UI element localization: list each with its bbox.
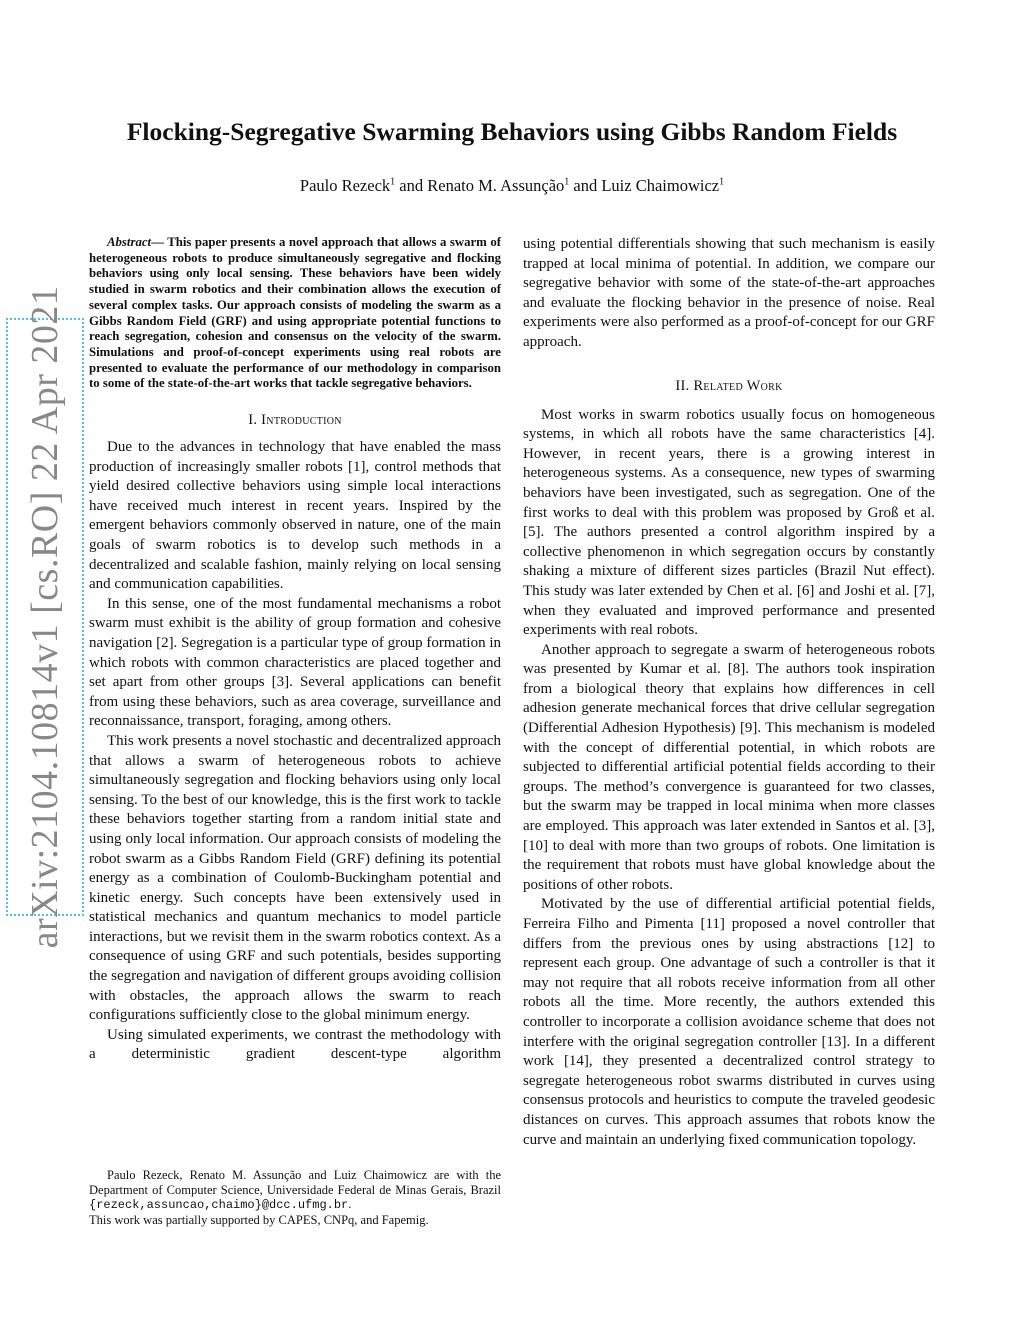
- paragraph: This work presents a novel stochastic and decentralized approach that allows a swarm of heterogeneous robots to achieve simultaneously segregation and flocking behaviors using only local sensing. To the best of our knowledge, this is the first work to tackle these behaviors together starting from a random initial state and using only local information. Our approach consists of modeling the robot swarm as a Gibbs Random Field (GRF) defining its potential energy as a combination of Coulomb-Buckingham potential and kinetic energy. Such concepts have been extensively used in statistical mechanics and quantum mechanics to model particle interactions, but we revisit them in the swarm robotics context. As a consequence of using GRF and such potentials, besides supporting the segregation and navigation of different groups avoiding collision with obstacles, the approach allows the swarm to reach configurations sufficiently close to the global minimum energy.: [89, 732, 501, 1024]
- author-list: [0, 176, 1024, 196]
- section-heading-introduction: I. Introduction: [248, 412, 342, 429]
- abstract-dash: —: [151, 235, 168, 249]
- affiliation-mark: 1: [390, 176, 396, 188]
- footnote-affiliation-text: Paulo Rezeck, Renato M. Assunção and Luiz Chaimowicz are with the Department of Computer Science, Universidade Federal de Minas Gerais, Brazil: [89, 1168, 501, 1197]
- author-name: Renato M. Assunção: [427, 176, 565, 195]
- abstract-text: This paper presents a novel approach that allows a swarm of heterogeneous robots to produce simultaneously segregative and flocking behaviors using only local sensing. These behaviors have been widely studied in swarm robotics and their combination allows the execution of several complex tasks. Our approach consists of modeling the swarm as a Gibbs Random Field (GRF) and using appropriate potential functions to reach segregation, cohesion and consensus on the velocity of the swarm. Simulations and proof-of-concept experiments using real robots are presented to evaluate the performance of our methodology in comparison to some of the state-of-the-art works that tackle segregative behaviors.: [89, 235, 501, 391]
- left-column: [89, 235, 501, 1065]
- right-column: [523, 235, 935, 1150]
- footnote-funding: This work was partially supported by CAPES, CNPq, and Fapemig.: [89, 1213, 429, 1228]
- footnote-period: .: [348, 1197, 352, 1212]
- abstract-label: Abstract: [107, 235, 152, 249]
- section-heading-related-work: II. Related Work: [675, 377, 783, 394]
- paragraph: Another approach to segregate a swarm of heterogeneous robots was presented by Kumar et al. [8]. The authors took inspiration from a biological theory that explains how differences in cell adhesion generate mechanical forces that drive cellular segregation (Differential Adhesion Hypothesis) [9]. This mechanism is modeled with the concept of differential potential, in which robots are subjected to differential artificial potential fields according to their groups. The method’s convergence is guaranteed for two classes, but the swarm may be trapped in local minima when more classes are employed. This approach was later extended in Santos et al. [3], [10] to deal with more than two groups of robots. One limitation is the requirement that robots must have global knowledge about the positions of other robots.: [523, 641, 935, 893]
- affiliation-mark: 1: [719, 176, 725, 188]
- paragraph-continued: using potential differentials showing that such mechanism is easily trapped at local minima of potential. In addition, we compare our segregative behavior with some of the state-of-the-art approaches and evaluate the flocking behavior in the presence of noise. Real experiments were also performed as a proof-of-concept for our GRF approach.: [523, 236, 935, 350]
- author-name: Paulo Rezeck: [299, 176, 391, 195]
- footnote-affiliation: [89, 1168, 501, 1213]
- abstract: [89, 235, 501, 392]
- paragraph: In this sense, one of the most fundamental mechanisms a robot swarm must exhibit is the ability of group formation and cohesive navigation [2]. Segregation is a particular type of group formation in which robots with common characteristics are placed together and set apart from other groups [3]. Several applications can benefit from using these behaviors, such as area coverage, surveillance and reconnaissance, transport, foraging, among others.: [89, 595, 501, 730]
- author-name: Luiz Chaimowicz: [601, 176, 720, 195]
- paragraph: Motivated by the use of differential artificial potential fields, Ferreira Filho and Pimenta [11] proposed a novel controller that differs from the previous ones by using abstractions [12] to represent each group. One advantage of such a controller is that it may not require that all robots receive information from all other robots all the time. More recently, the authors extended this controller to incorporate a collision avoidance scheme that does not interfere with the original segregation controller [13]. In a different work [14], they presented a decentralized control strategy to segregate heterogeneous robot swarms distributed in curves using consensus protocols and heuristics to compute the traveled geodesic distances on curves. This approach assumes that robots know the curve and maintain an underlying fixed communication topology.: [523, 896, 935, 1148]
- paper-title: Flocking-Segregative Swarming Behaviors using Gibbs Random Fields: [126, 117, 898, 146]
- arxiv-watermark: [6, 285, 84, 949]
- paragraph: Most works in swarm robotics usually focus on homogeneous systems, in which all robots have the same characteristics [4]. However, in recent years, there is a growing interest in heterogeneous systems. As a consequence, new types of swarming behaviors have been investigated, such as segregation. One of the first works to deal with this problem was proposed by Groß et al. [5]. The authors presented a control algorithm inspired by a collective phenomenon in which segregation occurs by constantly shaking a mixture of different sizes particles (Brazil Nut effect). This study was later extended by Chen et al. [6] and Joshi et al. [7], when they evaluated and improved performance and presented experiments with real robots.: [523, 406, 935, 639]
- paragraph: Due to the advances in technology that have enabled the mass production of increasingly smaller robots [1], control methods that yield desired collective behaviors using simple local interactions have received much interest in recent years. Inspired by the emergent behaviors commonly observed in nature, one of the main goals of swarm robotics is to develop such methods in a decentralized and scalable fashion, mainly relying on local sensing and communication capabilities.: [89, 439, 501, 593]
- author-separator: and: [395, 176, 428, 195]
- author-emails: {rezeck,assuncao,chaimo}@dcc.ufmg.br: [89, 1198, 349, 1213]
- footnote: [89, 1168, 501, 1228]
- affiliation-mark: 1: [564, 176, 570, 188]
- author-separator: and: [569, 176, 602, 195]
- arxiv-stamp-text: arXiv:2104.10814v1 [cs.RO] 22 Apr 2021: [24, 285, 66, 949]
- paragraph: Using simulated experiments, we contrast the methodology with a deterministic gradient descent-type algorithm: [89, 1026, 501, 1063]
